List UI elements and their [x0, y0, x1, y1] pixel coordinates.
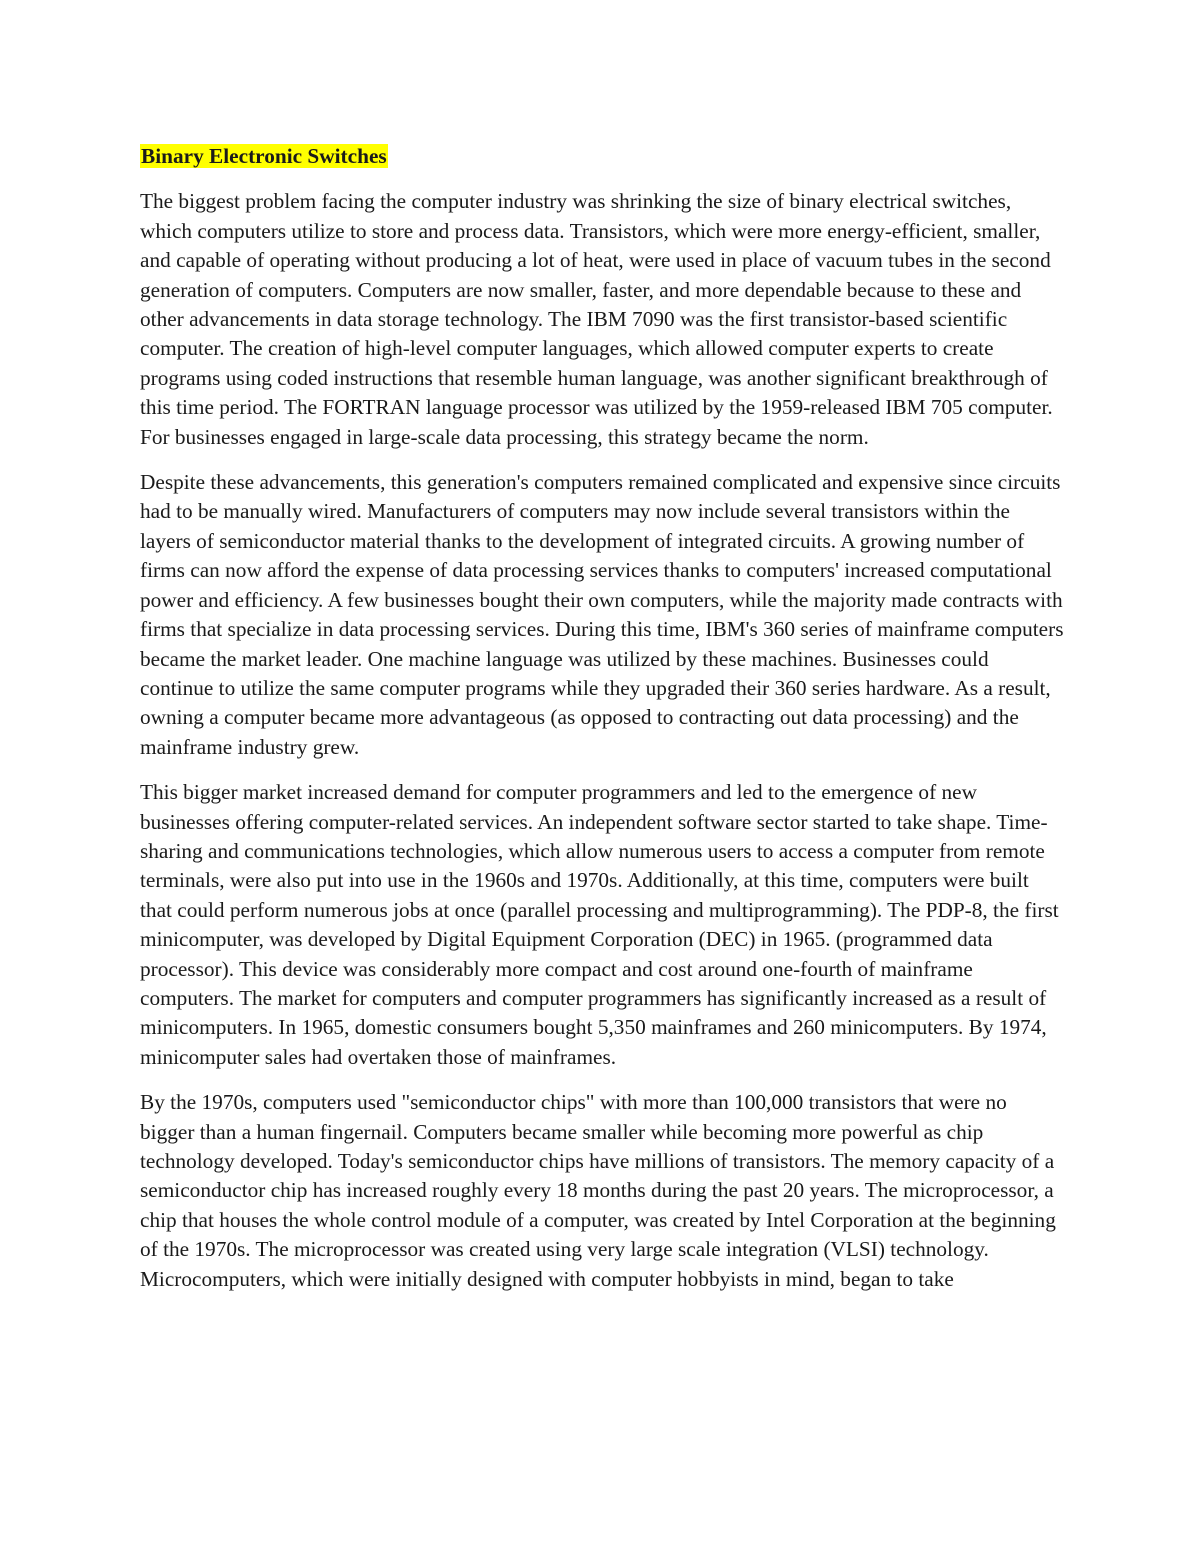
highlighted-heading-text: Binary Electronic Switches: [141, 144, 387, 168]
section-heading: [140, 142, 1065, 171]
document-body: [140, 142, 1065, 1310]
paragraph-3: This bigger market increased demand for computer programmers and led to the emergence of new businesses offering computer-related services. An independent software sector started to take shape. Time-sharing and communications technologies, which allow numerous users to access a computer from remote terminals, were also put into use in the 1960s and 1970s. Additionally, at this time, computers were built that could perform numerous jobs at once (parallel processing and multiprogramming). The PDP-8, the first minicomputer, was developed by Digital Equipment Corporation (DEC) in 1965. (programmed data processor). This device was considerably more compact and cost around one-fourth of mainframe computers. The market for computers and computer programmers has significantly increased as a result of minicomputers. In 1965, domestic consumers bought 5,350 mainframes and 260 minicomputers. By 1974, minicomputer sales had overtaken those of mainframes.: [140, 780, 1059, 1069]
paragraph-4: By the 1970s, computers used "semiconductor chips" with more than 100,000 transistors that were no bigger than a human fingernail. Computers became smaller while becoming more powerful as chip technology developed. Today's semiconductor chips have millions of transistors. The memory capacity of a semiconductor chip has increased roughly every 18 months during the past 20 years. The microprocessor, a chip that houses the whole control module of a computer, was created by Intel Corporation at the beginning of the 1970s. The microprocessor was created using very large scale integration (VLSI) technology. Microcomputers, which were initially designed with computer hobbyists in mind, began to take: [140, 1090, 1056, 1291]
paragraph-1: The biggest problem facing the computer industry was shrinking the size of binary electrical switches, which computers utilize to store and process data. Transistors, which were more energy-efficient, smaller, and capable of operating without producing a lot of heat, were used in place of vacuum tubes in the second generation of computers. Computers are now smaller, faster, and more dependable because to these and other advancements in data storage technology. The IBM 7090 was the first transistor-based scientific computer. The creation of high-level computer languages, which allowed computer experts to create programs using coded instructions that resemble human language, was another significant breakthrough of this time period. The FORTRAN language processor was utilized by the 1959-released IBM 705 computer. For businesses engaged in large-scale data processing, this strategy became the norm.: [140, 189, 1053, 449]
paragraph-2: Despite these advancements, this generation's computers remained complicated and expensive since circuits had to be manually wired. Manufacturers of computers may now include several transistors within the layers of semiconductor material thanks to the development of integrated circuits. A growing number of firms can now afford the expense of data processing services thanks to computers' increased computational power and efficiency. A few businesses bought their own computers, while the majority made contracts with firms that specialize in data processing services. During this time, IBM's 360 series of mainframe computers became the market leader. One machine language was utilized by these machines. Businesses could continue to utilize the same computer programs while they upgraded their 360 series hardware. As a result, owning a computer became more advantageous (as opposed to contracting out data processing) and the mainframe industry grew.: [140, 470, 1064, 759]
